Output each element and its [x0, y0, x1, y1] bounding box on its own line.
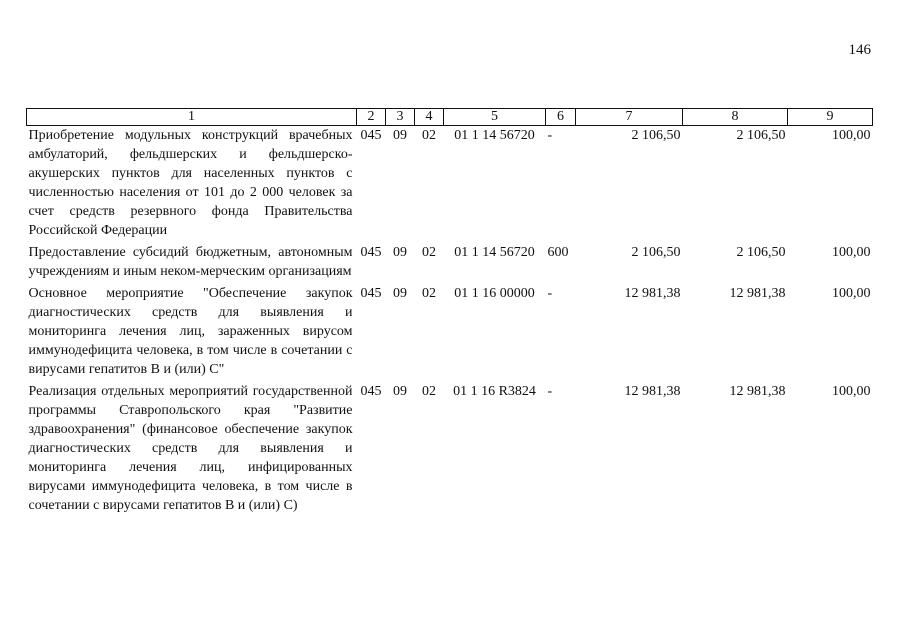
- column-header: 2: [357, 109, 386, 126]
- row-actual-amount: 12 981,38: [729, 286, 786, 301]
- row-plan-amount: 2 106,50: [631, 245, 681, 260]
- row-name: Предоставление субсидий бюджетным, автономным учреждениям и иным неком-мерческим организациям: [28, 245, 353, 279]
- row-admin-code: 045: [360, 286, 382, 301]
- row-expense-type: -: [547, 128, 553, 143]
- row-plan-amount: 12 981,38: [624, 286, 681, 301]
- row-section: 09: [393, 384, 407, 399]
- row-target-code: 01 1 16 R3824: [453, 384, 536, 399]
- row-admin-code: 045: [360, 384, 382, 399]
- row-section: 09: [393, 128, 407, 143]
- row-name: Основное мероприятие "Обеспечение закупок диагностических средств для выявления и мониторинга лечения лиц, зараженных вирусом иммунодефицита человека, в том числе в сочетании с вирусами гепатитов В и (или) С": [28, 286, 353, 377]
- column-header: 5: [444, 109, 546, 126]
- row-percent: 100,00: [832, 384, 871, 399]
- row-subsection: 02: [422, 245, 436, 260]
- row-plan-amount: 2 106,50: [631, 128, 681, 143]
- row-admin-code: 045: [360, 245, 382, 260]
- budget-table: [26, 108, 873, 518]
- row-actual-amount: 2 106,50: [736, 245, 786, 260]
- table-header-row: [27, 109, 873, 126]
- table-row: [27, 243, 873, 284]
- row-section: 09: [393, 245, 407, 260]
- row-actual-amount: 2 106,50: [736, 128, 786, 143]
- row-subsection: 02: [422, 286, 436, 301]
- column-header: 9: [788, 109, 873, 126]
- table-row: [27, 284, 873, 382]
- page-number: 146: [848, 42, 871, 58]
- row-name: Реализация отдельных мероприятий государственной программы Ставропольского края "Развитие здравоохранения" (финансовое обеспечение закупок диагностических средств для выявления и мониторинга лечения лиц, инфицированных вирусами иммунодефицита человека, в том числе в сочетании с вирусами гепатитов В и (или) С): [28, 384, 353, 513]
- row-actual-amount: 12 981,38: [729, 384, 786, 399]
- row-target-code: 01 1 14 56720: [454, 245, 535, 260]
- row-section: 09: [393, 286, 407, 301]
- row-percent: 100,00: [832, 128, 871, 143]
- column-header: 3: [386, 109, 415, 126]
- column-header: 8: [683, 109, 788, 126]
- table-row: [27, 126, 873, 244]
- row-expense-type: 600: [547, 245, 569, 260]
- row-percent: 100,00: [832, 286, 871, 301]
- column-header: 6: [546, 109, 576, 126]
- row-expense-type: -: [547, 384, 553, 399]
- row-subsection: 02: [422, 128, 436, 143]
- column-header: 1: [27, 109, 357, 126]
- column-header: 7: [576, 109, 683, 126]
- row-target-code: 01 1 16 00000: [454, 286, 535, 301]
- row-name: Приобретение модульных конструкций врачебных амбулаторий, фельдшерских и фельдшерско-акушерских пунктов для населенных пунктов с численностью населения от 101 до 2 000 человек за счет средств резервного фонда Правительства Российской Федерации: [28, 128, 353, 238]
- row-admin-code: 045: [360, 128, 382, 143]
- row-plan-amount: 12 981,38: [624, 384, 681, 399]
- table-row: [27, 382, 873, 518]
- row-target-code: 01 1 14 56720: [454, 128, 535, 143]
- row-subsection: 02: [422, 384, 436, 399]
- row-expense-type: -: [547, 286, 553, 301]
- column-header: 4: [415, 109, 444, 126]
- row-percent: 100,00: [832, 245, 871, 260]
